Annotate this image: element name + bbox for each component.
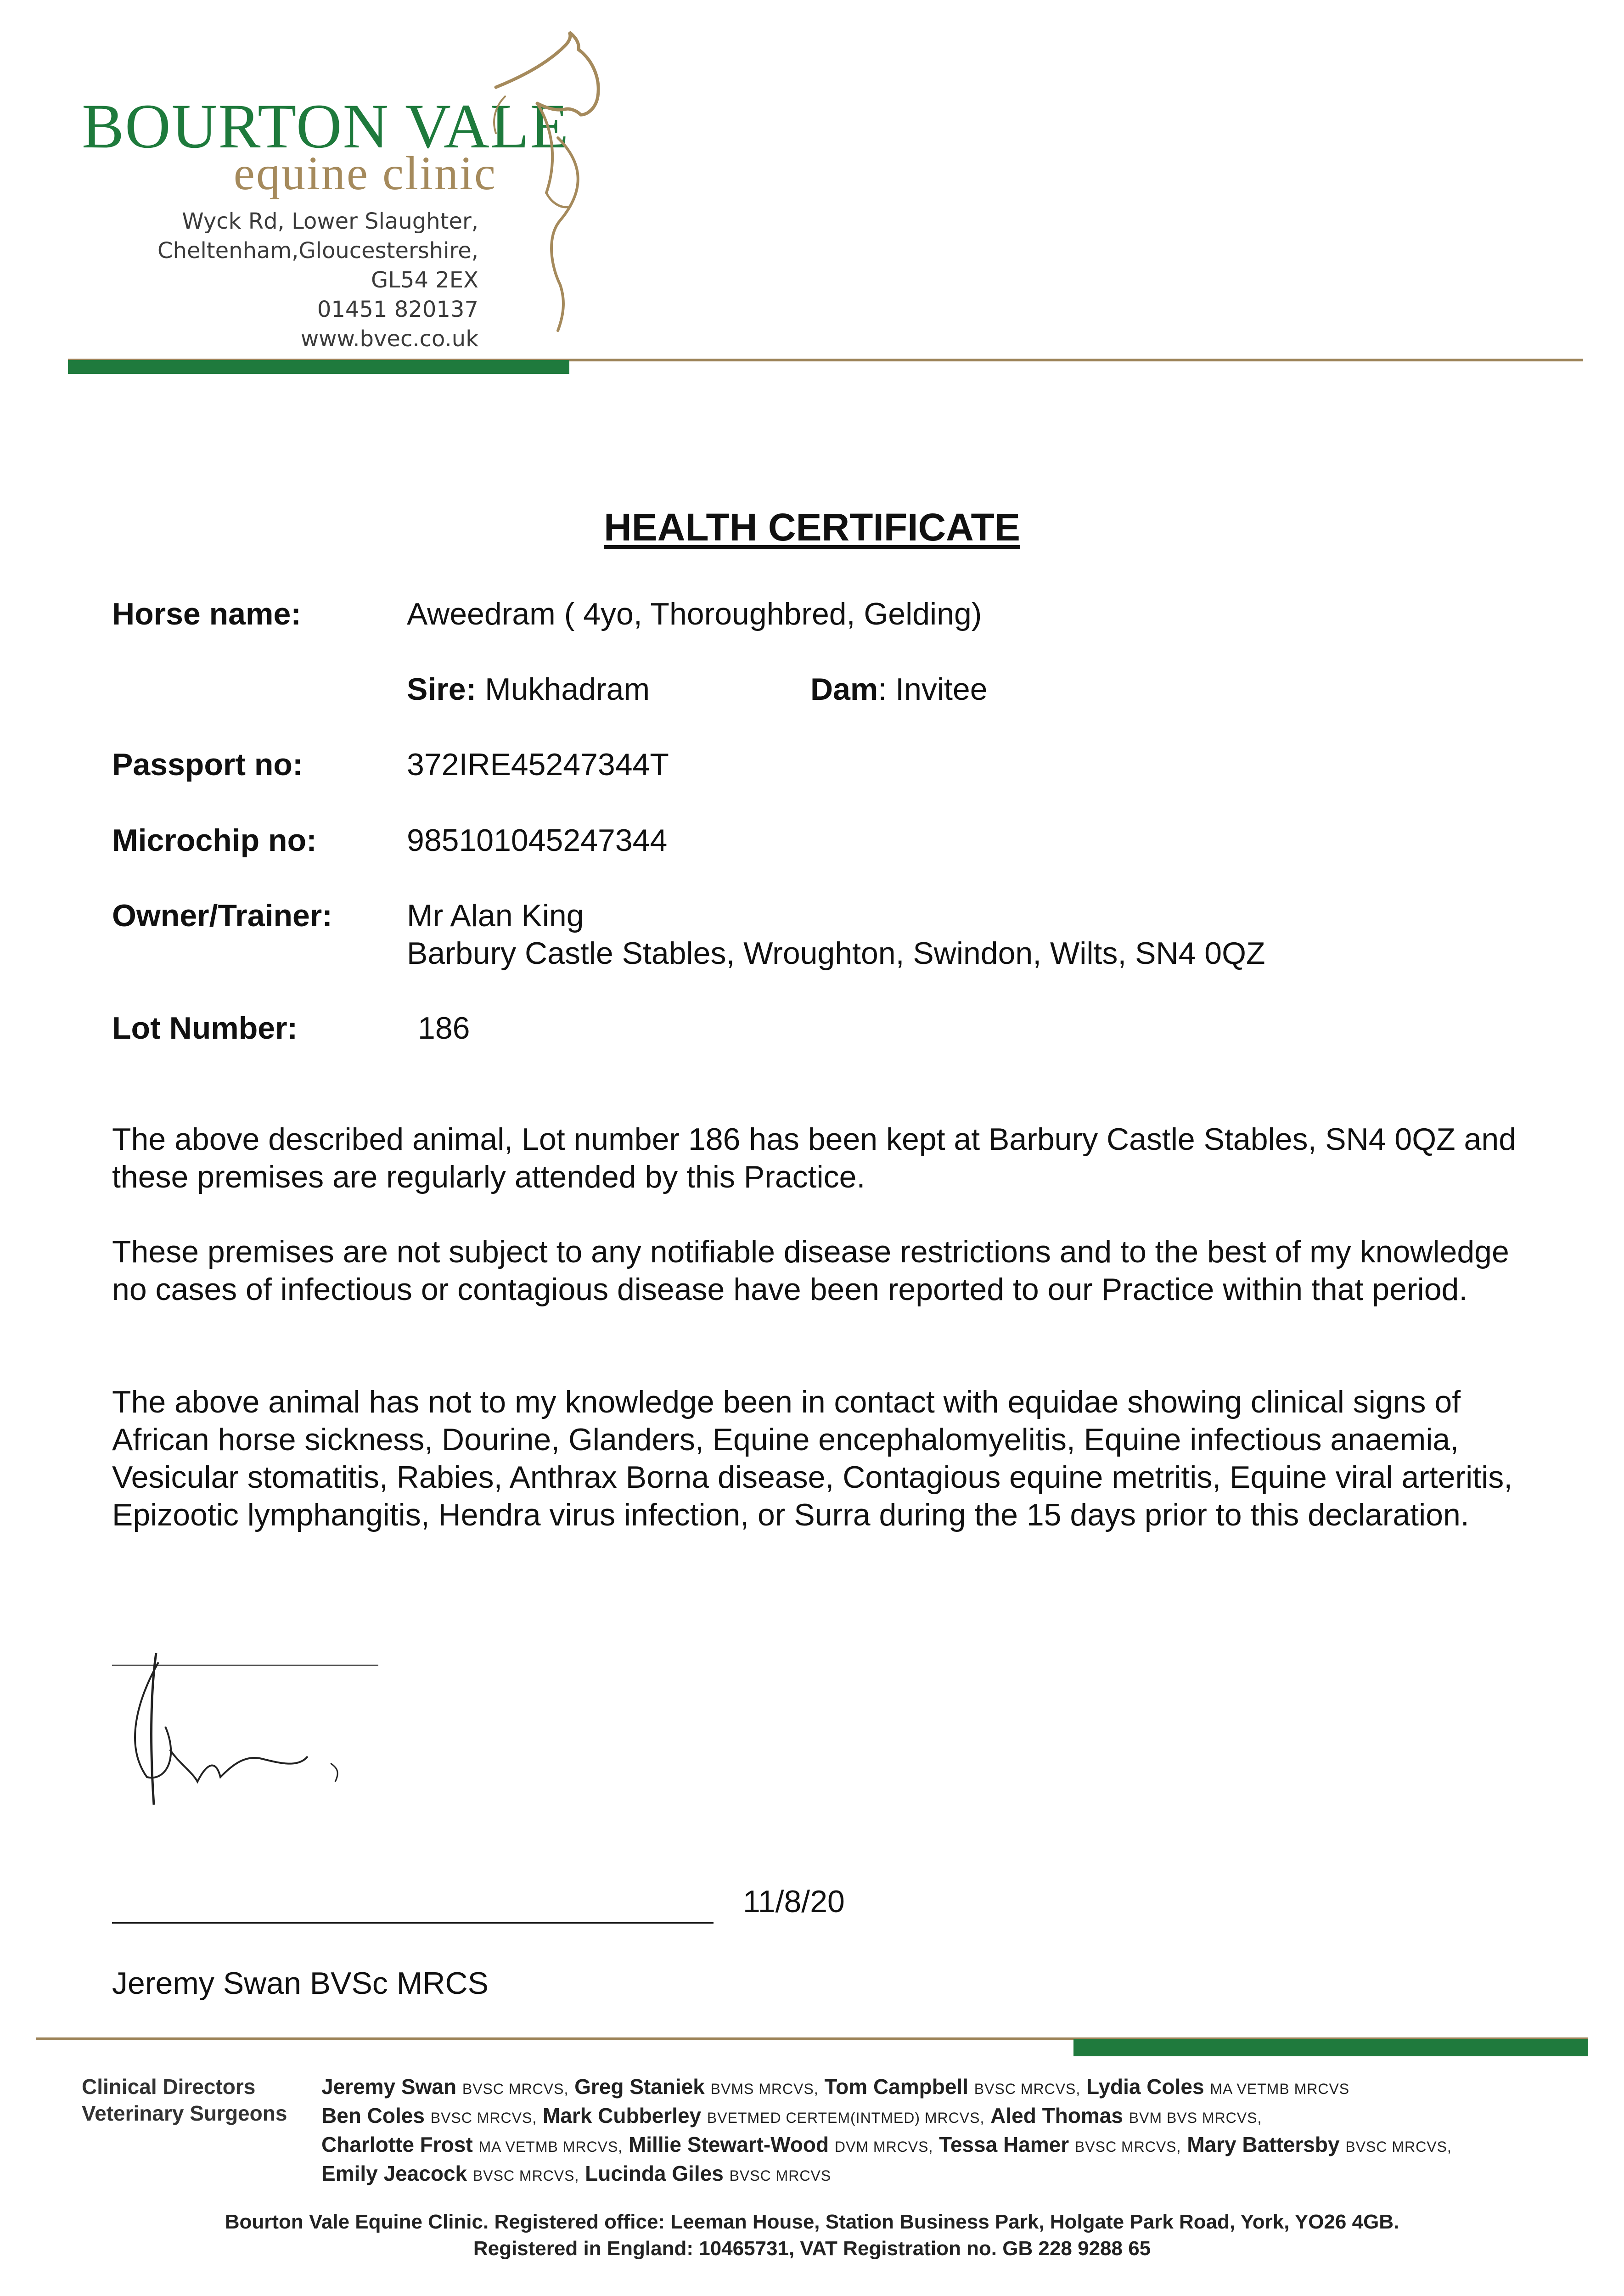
signature-date: 11/8/20: [743, 1884, 845, 1919]
staff-name: Lucinda Giles: [585, 2161, 724, 2185]
signer-name: Jeremy Swan BVSc MRCS: [112, 1966, 489, 2001]
microchip-value: 985101045247344: [407, 823, 668, 858]
staff-quals: BVSC MRCVS,: [430, 2110, 537, 2126]
staff-quals: BVSC MRCVS,: [1074, 2138, 1181, 2155]
horse-name-label: Horse name:: [112, 597, 301, 631]
address-line: GL54 2EX: [371, 267, 478, 293]
staff-name: Ben Coles: [321, 2104, 425, 2127]
sire-label: Sire:: [407, 672, 477, 707]
staff-name: Millie Stewart-Wood: [628, 2133, 829, 2156]
passport-value: 372IRE45247344T: [407, 747, 669, 782]
phone-number: 01451 820137: [317, 297, 478, 322]
footer-green-bar: [1073, 2039, 1588, 2056]
header-green-bar: [68, 360, 569, 374]
owner-name: Mr Alan King: [407, 898, 584, 933]
declaration-paragraph: These premises are not subject to any notifiable disease restrictions and to the best of my knowledge no cases of infectious or contagious disease have been reported to our Practice within that period.: [112, 1234, 1509, 1307]
staff-quals: BVSC MRCVS,: [1345, 2138, 1452, 2155]
declaration-paragraph: The above animal has not to my knowledge been in contact with equidae showing clinical signs of African horse sickness, Dourine, Glanders, Equine encephalomyelitis, Equine infectious anaemia, Vesicular stomatitis, Rabies, Anthrax Borna disease, Contagious equine metritis, Equine viral arteritis, Epizootic lymphangitis, Hendra virus infection, or Surra during the 15 days prior to this declaration.: [112, 1384, 1513, 1532]
signature-line: [112, 1922, 714, 1924]
staff-quals: BVM BVS MRCVS,: [1129, 2110, 1262, 2126]
staff-quals: BVSC MRCVS: [729, 2167, 832, 2184]
sire-field: [407, 671, 650, 707]
staff-name: Lydia Coles: [1086, 2075, 1204, 2099]
lot-number-value: 186: [418, 1011, 470, 1046]
horse-logo-icon: [478, 28, 624, 340]
staff-name: Charlotte Frost: [321, 2133, 473, 2156]
staff-name: Mark Cubberley: [543, 2104, 702, 2127]
staff-quals: BVSC MRCVS,: [462, 2081, 569, 2097]
website: www.bvec.co.uk: [300, 326, 478, 352]
sire-value: Mukhadram: [485, 672, 650, 707]
horse-name-value: Aweedram ( 4yo, Thoroughbred, Gelding): [407, 597, 982, 631]
staff-name: Tom Campbell: [824, 2075, 968, 2099]
passport-label: Passport no:: [112, 747, 303, 782]
declaration-paragraph: The above described animal, Lot number 186 has been kept at Barbury Castle Stables, SN4 0QZ and these premises are regularly attended by this Practice.: [112, 1122, 1517, 1194]
dam-value: : Invitee: [878, 672, 988, 707]
lot-number-label: Lot Number:: [112, 1011, 298, 1046]
clinic-name: BOURTON VALE: [82, 91, 570, 161]
microchip-label: Microchip no:: [112, 823, 317, 858]
registered-office: Bourton Vale Equine Clinic. Registered office: Leeman House, Station Business Park, Holgate Park Road, York, YO26 4GB.: [225, 2211, 1399, 2233]
staff-name: Greg Staniek: [574, 2075, 705, 2099]
owner-label: Owner/Trainer:: [112, 898, 332, 933]
staff-list: [321, 2073, 1589, 2189]
address-line: Cheltenham,Gloucestershire,: [157, 238, 478, 264]
vet-surgeons-label: Veterinary Surgeons: [82, 2101, 287, 2125]
owner-address: Barbury Castle Stables, Wroughton, Swindon, Wilts, SN4 0QZ: [407, 936, 1265, 971]
dam-label: Dam: [810, 672, 878, 707]
staff-name: Tessa Hamer: [939, 2133, 1069, 2156]
staff-name: Emily Jeacock: [321, 2161, 467, 2185]
staff-quals: DVM MRCVS,: [834, 2138, 933, 2155]
dam-field: [810, 671, 988, 707]
staff-quals: BVETMED CERTEM(INTMED) MRCVS,: [707, 2110, 985, 2126]
staff-name: Aled Thomas: [990, 2104, 1123, 2127]
staff-name: Jeremy Swan: [321, 2075, 457, 2099]
staff-quals: BVSC MRCVS,: [974, 2081, 1081, 2097]
registration-numbers: Registered in England: 10465731, VAT Registration no. GB 228 9288 65: [473, 2237, 1151, 2260]
staff-quals: MA VETMB MRCVS: [1210, 2081, 1350, 2097]
page-title: HEALTH CERTIFICATE: [604, 506, 1020, 549]
clinical-directors-label: Clinical Directors: [82, 2075, 256, 2099]
staff-quals: BVSC MRCVS,: [472, 2167, 579, 2184]
staff-quals: BVMS MRCVS,: [710, 2081, 819, 2097]
staff-name: Mary Battersby: [1187, 2133, 1340, 2156]
handwritten-signature: [106, 1644, 381, 1814]
address-line: Wyck Rd, Lower Slaughter,: [182, 208, 478, 234]
clinic-subtitle: equine clinic: [233, 147, 497, 200]
staff-quals: MA VETMB MRCVS,: [478, 2138, 623, 2155]
